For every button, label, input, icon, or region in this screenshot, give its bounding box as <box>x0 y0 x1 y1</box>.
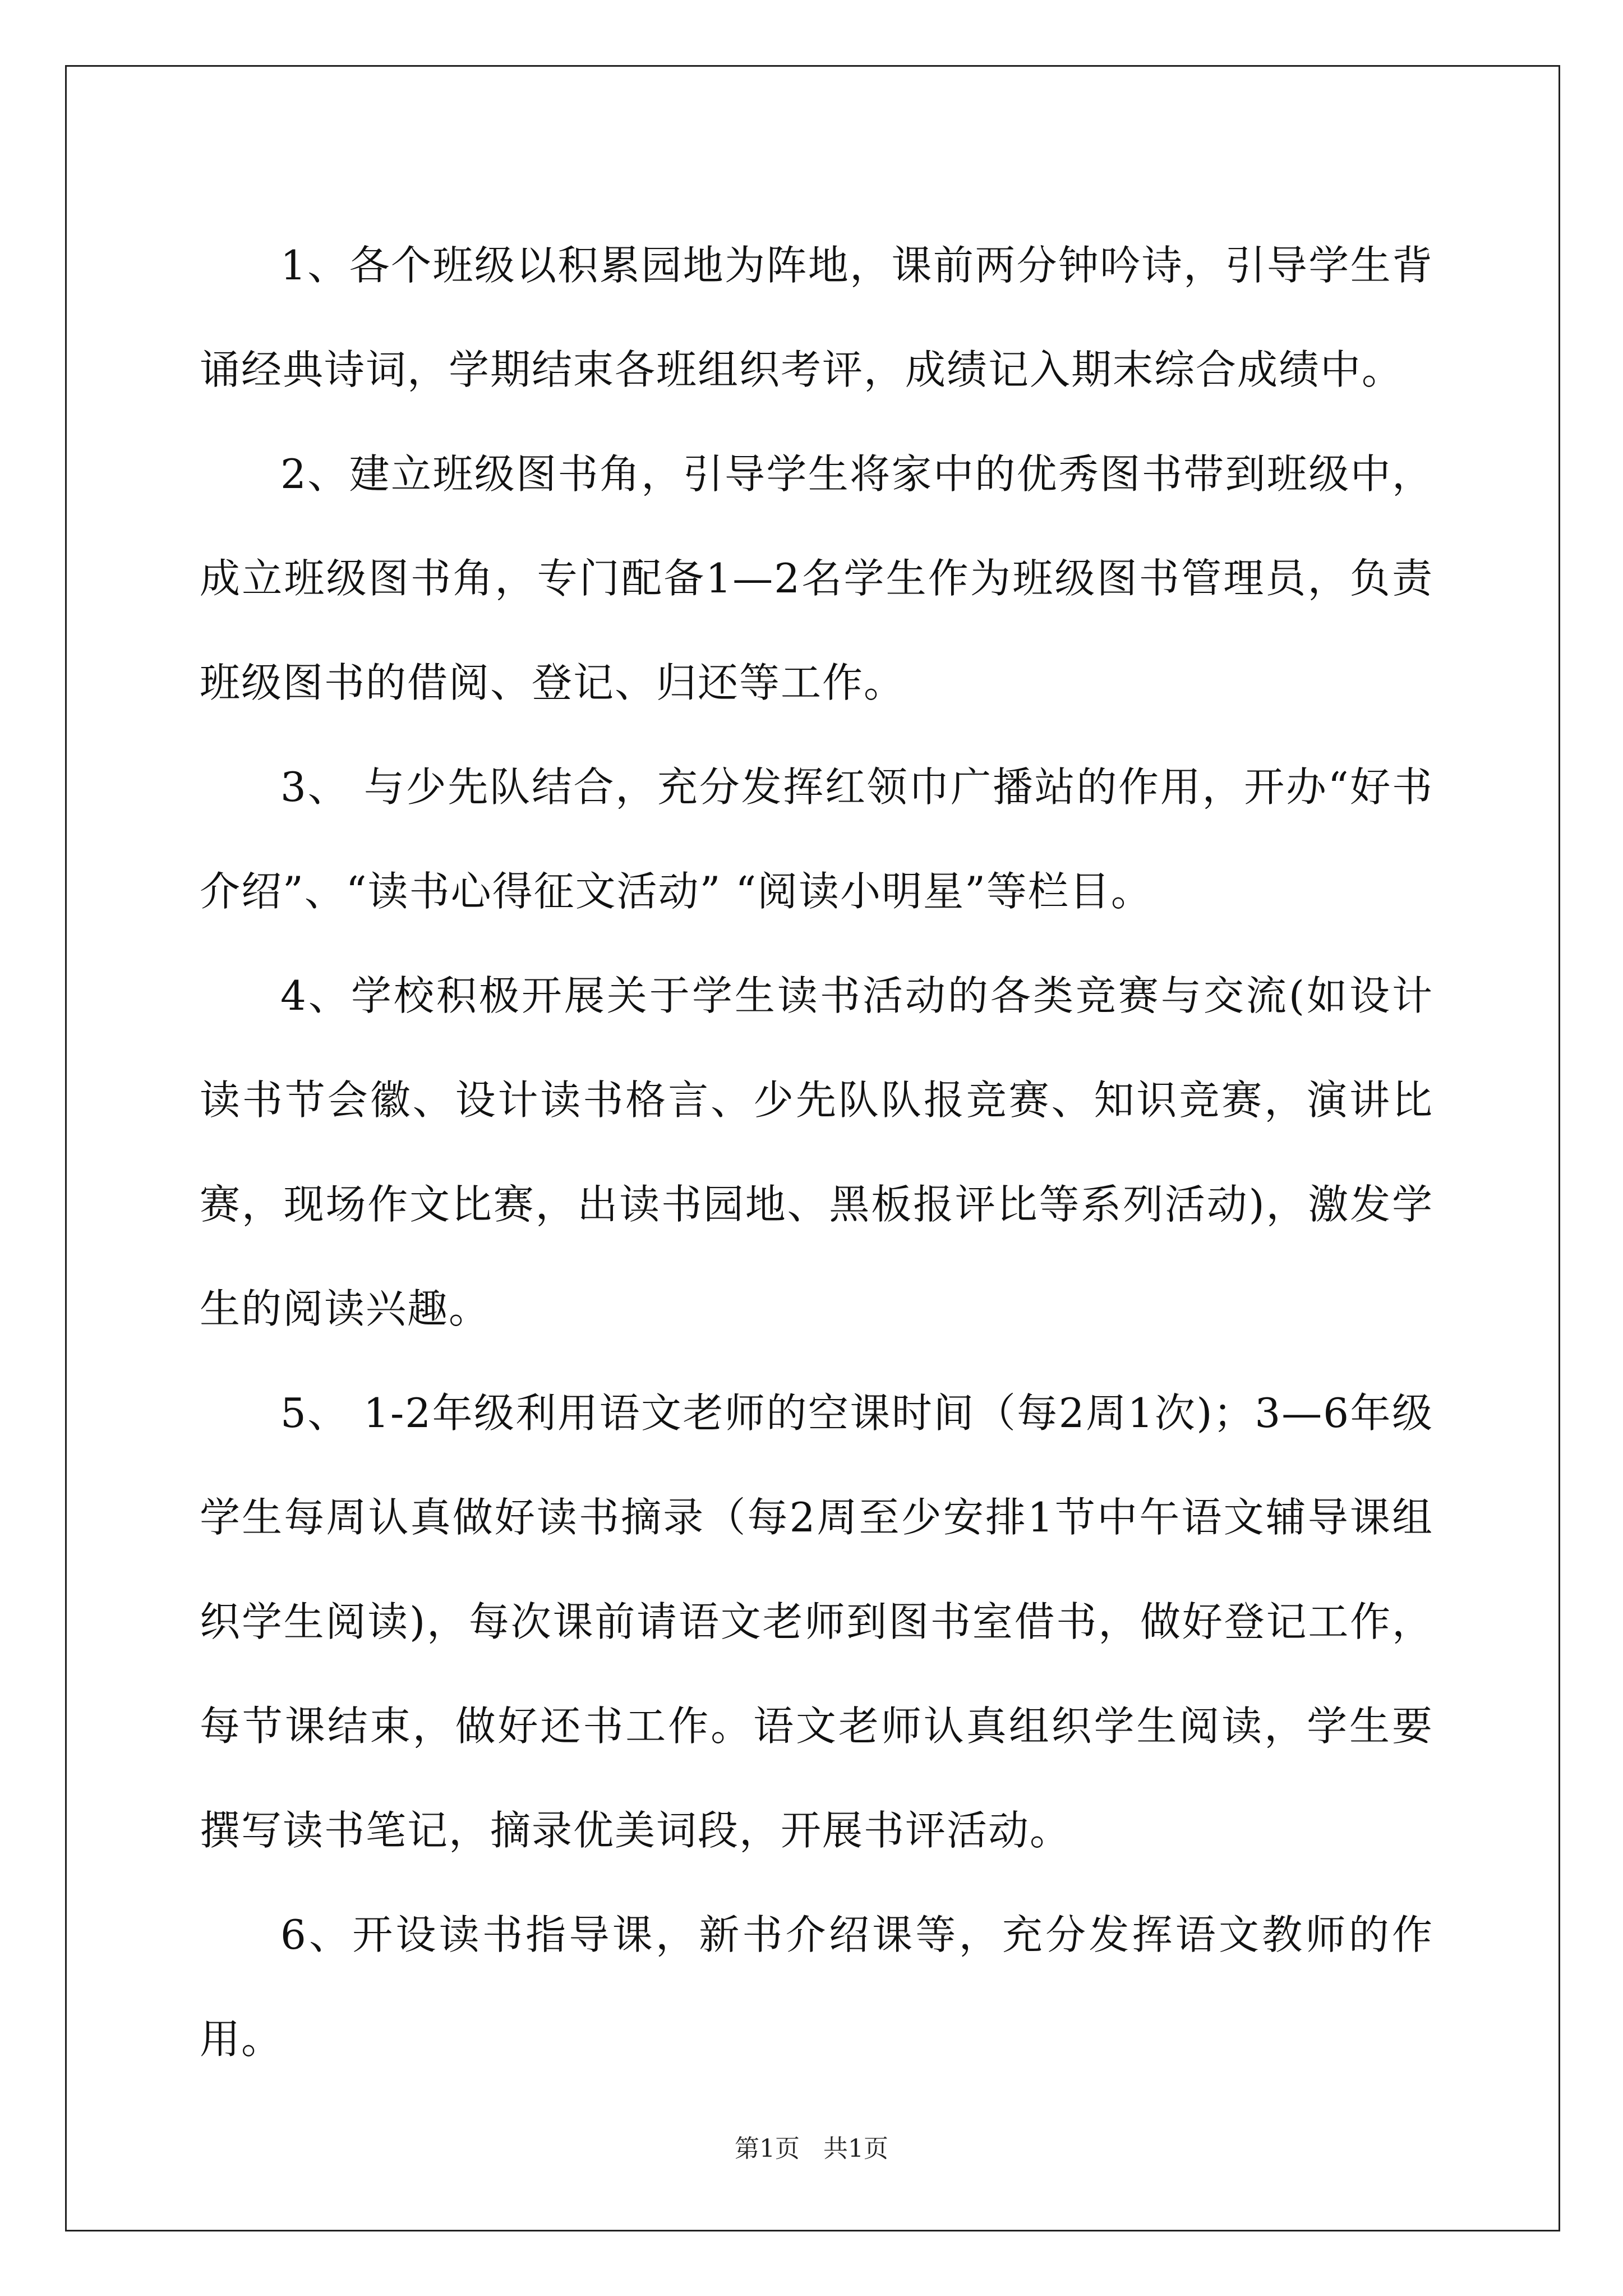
paragraph-5: 5、 1-2年级利用语文老师的空课时间（每2周1次)；3—6年级学生每周认真做好读书摘录（每2周至少安排1节中午语文辅导课组织学生阅读)，每次课前请语文老师到图书室借书，做好登记工作，每节课结束，做好还书工作。语文老师认真组织学生阅读，学生要撰写读书笔记，摘录优美词段，开展书评活动。 <box>200 1389 1433 1854</box>
paragraph-3: 3、 与少先队结合，充分发挥红领巾广播站的作用，开办“好书介绍”、“读书心得征文活动” “阅读小明星”等栏目。 <box>200 763 1433 915</box>
paragraph-4: 4、学校积极开展关于学生读书活动的各类竞赛与交流(如设计读书节会徽、设计读书格言、少先队队报竞赛、知识竞赛，演讲比赛，现场作文比赛，出读书园地、黑板报评比等系列活动)，激发学生的阅读兴趣。 <box>200 972 1433 1332</box>
page-number-footer: 第1页 共1页 <box>735 2134 888 2163</box>
document-body <box>200 213 1433 2091</box>
paragraph-6: 6、开设读书指导课，新书介绍课等，充分发挥语文教师的作用。 <box>200 1911 1433 2063</box>
paragraph-1: 1、各个班级以积累园地为阵地，课前两分钟吟诗，引导学生背诵经典诗词，学期结束各班组织考评，成绩记入期末综合成绩中。 <box>200 242 1433 393</box>
paragraph-2: 2、建立班级图书角，引导学生将家中的优秀图书带到班级中，成立班级图书角，专门配备1—2名学生作为班级图书管理员，负责班级图书的借阅、登记、归还等工作。 <box>200 450 1433 706</box>
